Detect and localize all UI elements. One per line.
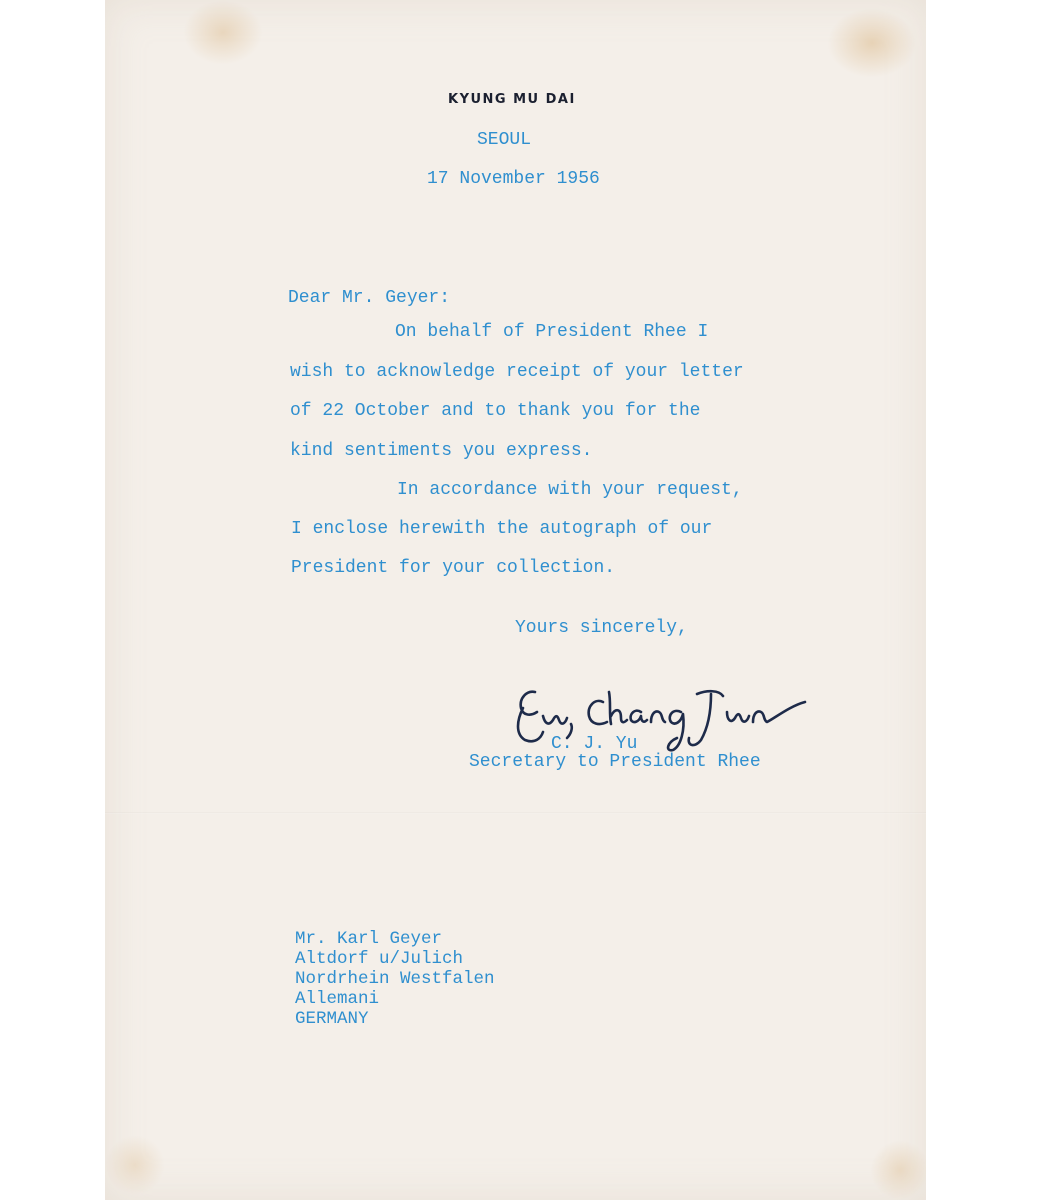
- body-line: On behalf of President Rhee I: [395, 322, 709, 342]
- letterhead-title: KYUNG MU DAI: [448, 92, 576, 107]
- address-line: GERMANY: [295, 1009, 369, 1029]
- address-line: Altdorf u/Julich: [295, 949, 464, 969]
- signer-name: C. J. Yu: [551, 734, 638, 754]
- letterhead-city: SEOUL: [477, 130, 532, 150]
- address-line: Mr. Karl Geyer: [295, 929, 443, 949]
- paper-stain: [105, 1135, 165, 1195]
- paper-fold-line: [105, 812, 926, 814]
- body-line: of 22 October and to thank you for the: [290, 401, 701, 421]
- letter-date: 17 November 1956: [427, 169, 600, 189]
- letter-paper: [105, 0, 926, 1200]
- paper-stain: [827, 8, 917, 78]
- paper-stain: [183, 0, 263, 65]
- salutation: Dear Mr. Geyer:: [288, 288, 451, 308]
- signer-title: Secretary to President Rhee: [469, 752, 761, 772]
- address-line: Nordrhein Westfalen: [295, 969, 495, 989]
- closing: Yours sincerely,: [515, 618, 688, 638]
- address-line: Allemani: [295, 989, 380, 1009]
- body-line: wish to acknowledge receipt of your letter: [290, 362, 744, 382]
- body-line: I enclose herewith the autograph of our: [291, 519, 713, 539]
- body-line: kind sentiments you express.: [290, 441, 593, 461]
- paper-stain: [870, 1140, 926, 1200]
- body-line: President for your collection.: [291, 558, 616, 578]
- body-line: In accordance with your request,: [397, 480, 743, 500]
